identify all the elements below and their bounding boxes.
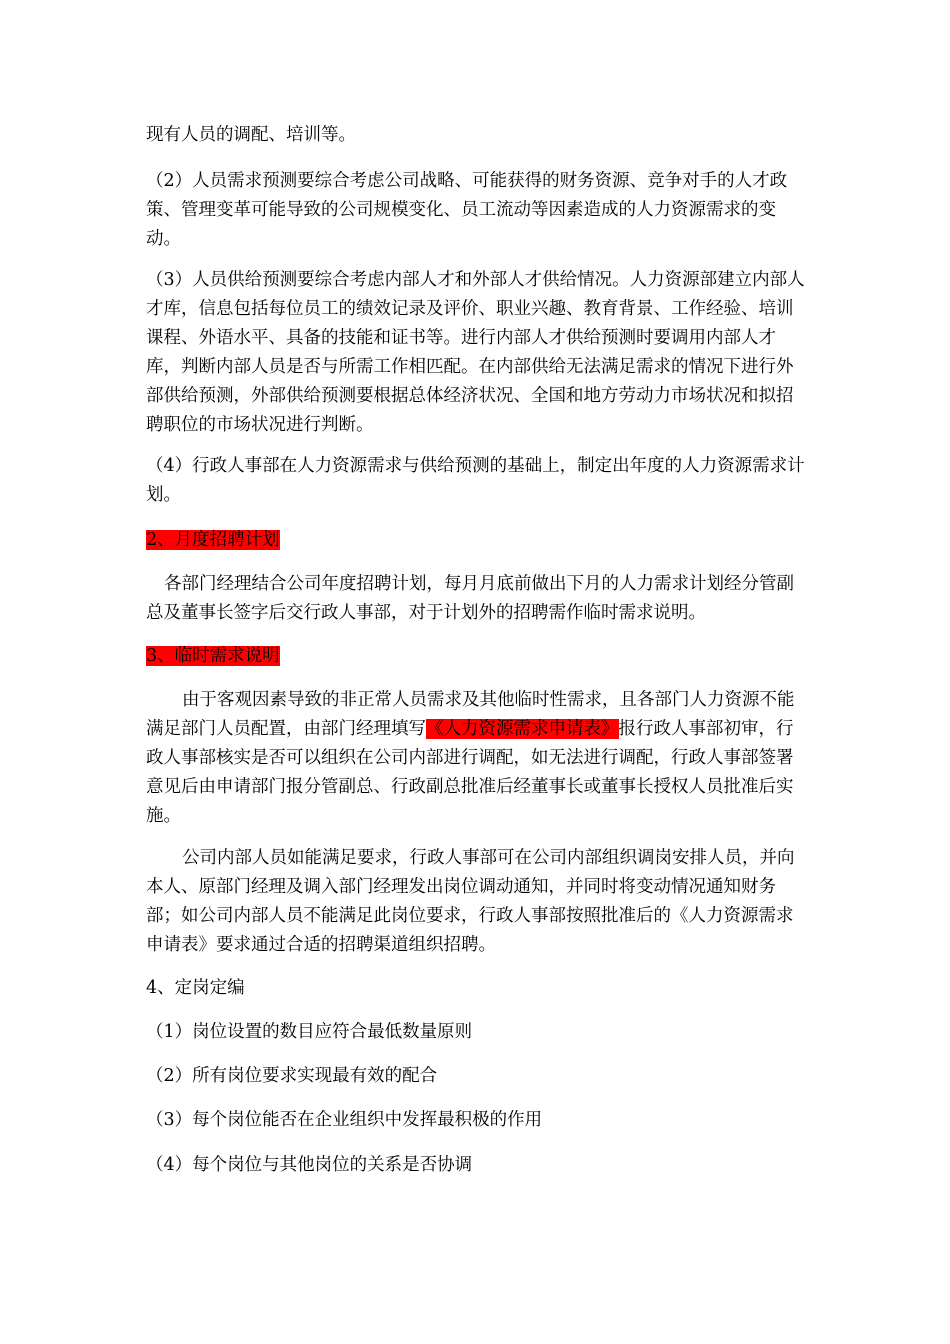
list-item-3: （3）每个岗位能否在企业组织中发挥最积极的作用 (146, 1110, 543, 1130)
paragraph-temporary-demand-part2: 报行政人事部初审，行政人事部核实是否可以组织在公司内部进行调配，如无法进行调配，行政人事部签署意见后由申请部门报分管副总、行政副总批准后经董事长或董事长授权人员批准后实施。 (146, 719, 794, 826)
paragraph-temporary-demand-part1: 由于客观因素导致的非正常人员需求及其他临时性需求，且各部门人力资源不能满足部门人员配置，由部门经理填写 (146, 690, 795, 739)
paragraph-supply-forecast: （3）人员供给预测要综合考虑内部人才和外部人才供给情况。人力资源部建立内部人才库，信息包括每位员工的绩效记录及评价、职业兴趣、教育背景、工作经验、培训课程、外语水平、具备的技能和证书等。进行内部人才供给预测时要调用内部人才库，判断内部人员是否与所需工作相匹配。在内部供给无法满足需求的情况下进行外部供给预测，外部供给预测要根据总体经济状况、全国和地方劳动力市场状况和拟招聘职位的市场状况进行判断。 (146, 270, 805, 435)
heading-monthly-plan (146, 526, 806, 555)
paragraph-monthly-plan: 各部门经理结合公司年度招聘计划，每月月底前做出下月的人力需求计划经分管副总及董事长签字后交行政人事部，对于计划外的招聘需作临时需求说明。 (146, 574, 794, 623)
list-item-2: （2）所有岗位要求实现最有效的配合 (146, 1066, 438, 1086)
heading-temporary-demand-text: 3、临时需求说明 (146, 646, 280, 666)
list-item-1: （1）岗位设置的数目应符合最低数量原则 (146, 1022, 473, 1042)
list-item-4: （4）每个岗位与其他岗位的关系是否协调 (146, 1155, 473, 1175)
heading-post-establishment: 4、定岗定编 (146, 978, 245, 998)
paragraph-temporary-demand (146, 686, 806, 831)
form-name-highlight: 《人力资源需求申请表》 (426, 719, 619, 739)
heading-monthly-plan-text: 2、月度招聘计划 (146, 530, 280, 550)
heading-temporary-demand (146, 642, 806, 671)
paragraph-internal-transfer: 公司内部人员如能满足要求，行政人事部可在公司内部组织调岗安排人员，并向本人、原部门经理及调入部门经理发出岗位调动通知，并同时将变动情况通知财务部；如公司内部人员不能满足此岗位要求，行政人事部按照批准后的《人力资源需求申请表》要求通过合适的招聘渠道组织招聘。 (146, 848, 795, 955)
paragraph-annual-plan: （4）行政人事部在人力资源需求与供给预测的基础上，制定出年度的人力资源需求计划。 (146, 456, 805, 505)
paragraph-demand-forecast: （2）人员需求预测要综合考虑公司战略、可能获得的财务资源、竞争对手的人才政策、管理变革可能导致的公司规模变化、员工流动等因素造成的人力资源需求的变动。 (146, 171, 788, 249)
paragraph-current-staff: 现有人员的调配、培训等。 (146, 125, 356, 145)
